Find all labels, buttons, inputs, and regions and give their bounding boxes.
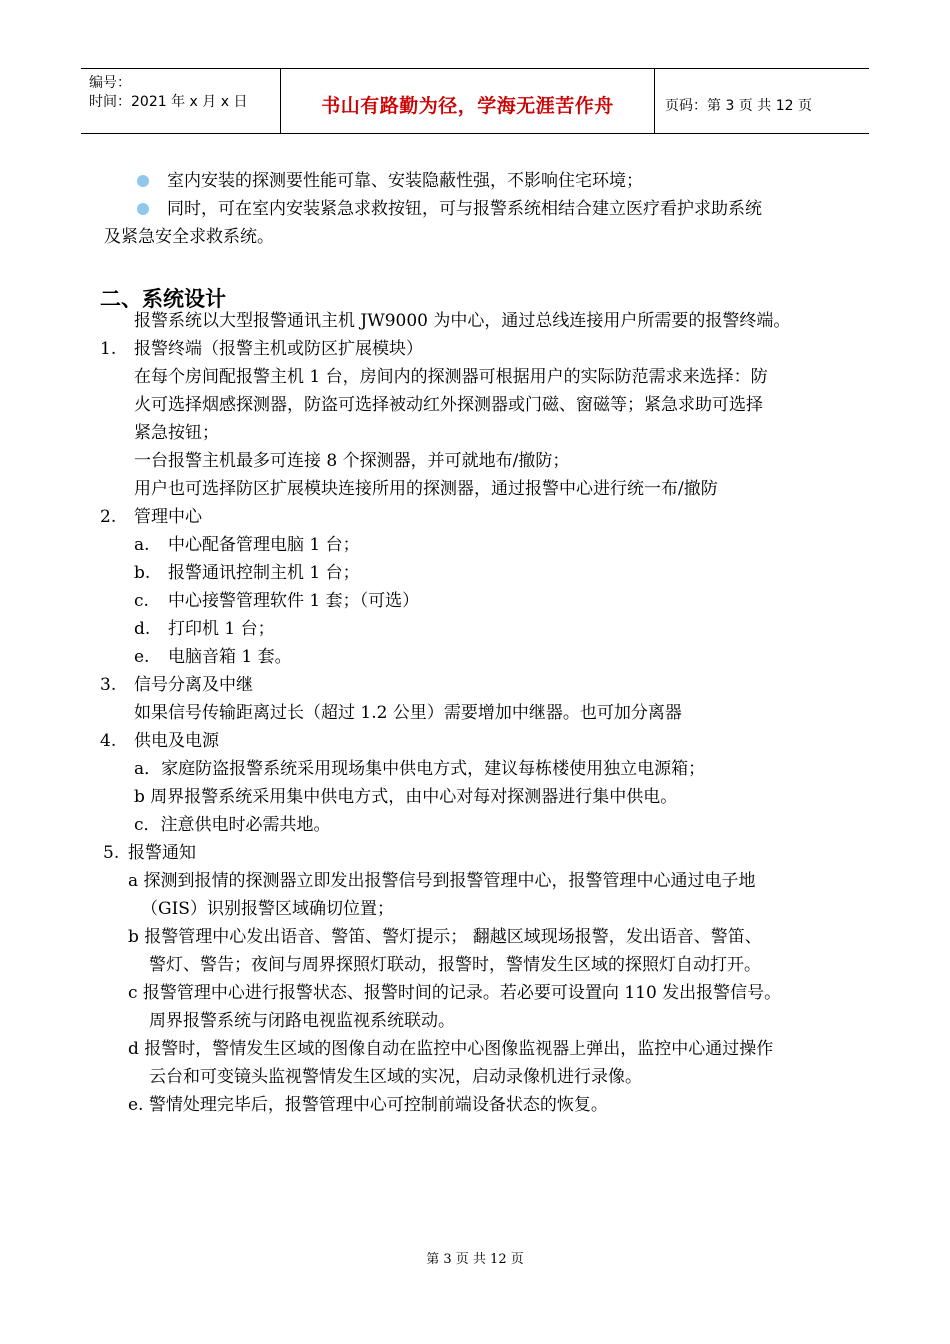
doc-code-label: 编号： — [89, 75, 131, 91]
section-heading: 二、系统设计 — [100, 287, 226, 311]
item-title: 管理中心 — [134, 507, 202, 527]
paragraph-line: 一台报警主机最多可连接 8 个探测器，并可就地布/撤防； — [134, 451, 570, 471]
sub-item-text: 打印机 1 台； — [168, 619, 275, 639]
bullet-text: 室内安装的探测要性能可靠、安装隐蔽性强，不影响住宅环境； — [167, 171, 643, 191]
item-title: 信号分离及中继 — [134, 675, 253, 695]
item-title: 报警终端（报警主机或防区扩展模块） — [134, 339, 423, 359]
sub-item-text: 报警通讯控制主机 1 台； — [168, 563, 360, 583]
section-intro: 报警系统以大型报警通讯主机 JW9000 为中心，通过总线连接用户所需要的报警终端。 — [134, 311, 791, 331]
page-header — [81, 68, 869, 134]
sub-item-key: b. — [134, 563, 151, 583]
header-page-number: 页码：第 3 页 共 12 页 — [665, 98, 812, 114]
paragraph-line: c．注意供电时必需共地。 — [134, 815, 331, 835]
item-number: 1. — [100, 339, 117, 359]
item-number: 2. — [100, 507, 117, 527]
sub-item-key: e. — [134, 647, 150, 667]
page-footer: 第 3 页 共 12 页 — [426, 1252, 524, 1267]
bullet-dot-icon — [137, 203, 149, 215]
paragraph-line: 如果信号传输距离过长（超过 1.2 公里）需要增加中继器。也可加分离器 — [134, 703, 682, 723]
header-motto-cell — [281, 69, 655, 133]
paragraph-line: b 周界报警系统采用集中供电方式，由中心对每对探测器进行集中供电。 — [134, 787, 678, 807]
paragraph-line: d 报警时，警情发生区域的图像自动在监控中心图像监视器上弹出，监控中心通过操作 — [128, 1039, 774, 1059]
paragraph-line: 火可选择烟感探测器，防盗可选择被动红外探测器或门磁、窗磁等；紧急求助可选择 — [134, 395, 763, 415]
item-number: 5. — [103, 843, 120, 863]
paragraph-line: a 探测到报情的探测器立即发出报警信号到报警管理中心，报警管理中心通过电子地 — [128, 871, 756, 891]
paragraph-line: 周界报警系统与闭路电视监视系统联动。 — [149, 1011, 455, 1031]
header-meta-cell — [81, 69, 281, 133]
paragraph-line: 在每个房间配报警主机 1 台，房间内的探测器可根据用户的实际防范需求来选择：防 — [134, 367, 768, 387]
item-number: 3. — [100, 675, 117, 695]
bullet-text-continued: 及紧急安全求救系统。 — [104, 227, 274, 247]
item-title: 报警通知 — [128, 843, 196, 863]
sub-item-key: a. — [134, 535, 150, 555]
paragraph-line: 警灯、警告；夜间与周界探照灯联动，报警时，警情发生区域的探照灯自动打开。 — [149, 955, 761, 975]
paragraph-line: （GIS）识别报警区域确切位置； — [141, 899, 394, 919]
paragraph-line: 紧急按钮； — [134, 423, 219, 443]
sub-item-text: 中心配备管理电脑 1 台； — [168, 535, 360, 555]
paragraph-line: c 报警管理中心进行报警状态、报警时间的记录。若必要可设置向 110 发出报警信号。 — [128, 983, 782, 1003]
sub-item-key: c. — [134, 591, 149, 611]
bullet-text: 同时，可在室内安装紧急求救按钮，可与报警系统相结合建立医疗看护求助系统 — [167, 199, 762, 219]
sub-item-key: d. — [134, 619, 151, 639]
header-page-cell — [655, 69, 869, 133]
bullet-dot-icon — [137, 175, 149, 187]
paragraph-line: a．家庭防盗报警系统采用现场集中供电方式，建议每栋楼使用独立电源箱； — [134, 759, 706, 779]
doc-time-label: 时间：2021 年 x 月 x 日 — [89, 94, 248, 110]
item-number: 4. — [100, 731, 117, 751]
item-title: 供电及电源 — [134, 731, 219, 751]
paragraph-line: e. 警情处理完毕后，报警管理中心可控制前端设备状态的恢复。 — [128, 1095, 608, 1115]
paragraph-line: b 报警管理中心发出语音、警笛、警灯提示； 翻越区域现场报警，发出语音、警笛、 — [128, 927, 762, 947]
sub-item-text: 电脑音箱 1 套。 — [168, 647, 292, 667]
paragraph-line: 云台和可变镜头监视警情发生区域的实况，启动录像机进行录像。 — [149, 1067, 642, 1087]
header-motto: 书山有路勤为径，学海无涯苦作舟 — [321, 95, 614, 117]
paragraph-line: 用户也可选择防区扩展模块连接所用的探测器，通过报警中心进行统一布/撤防 — [134, 479, 718, 499]
sub-item-text: 中心接警管理软件 1 套；（可选） — [168, 591, 420, 611]
